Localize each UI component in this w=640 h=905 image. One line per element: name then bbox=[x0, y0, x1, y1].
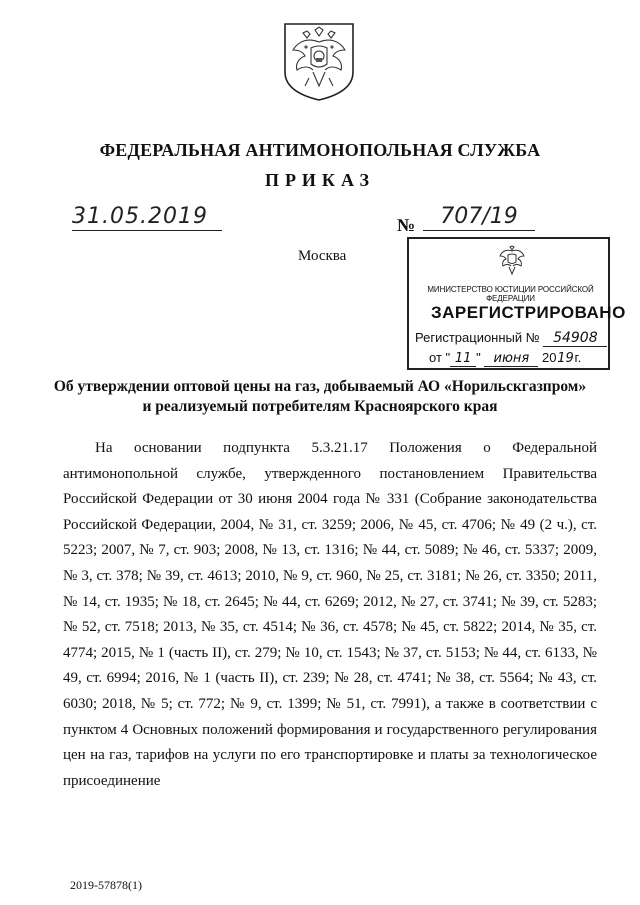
reg-month: июня bbox=[484, 351, 538, 367]
stamp-registration-date: от " 11 " июня 2019г. bbox=[429, 350, 582, 366]
order-date: 31.05.2019 bbox=[72, 204, 222, 231]
order-number: 707/19 bbox=[423, 204, 535, 231]
footer-code: 2019-57878(1) bbox=[70, 878, 142, 892]
title-line-1: Об утверждении оптовой цены на газ, добываемый АО «Норильскгазпром» bbox=[53, 378, 587, 395]
reg-number-label: Регистрационный № bbox=[415, 330, 540, 345]
reg-date-prefix: от bbox=[429, 350, 442, 365]
reg-year-prefix: 20 bbox=[542, 350, 557, 365]
stamp-emblem-icon bbox=[497, 245, 527, 277]
stamp-ministry: МИНИСТЕРСТВО ЮСТИЦИИ РОССИЙСКОЙ ФЕДЕРАЦИИ bbox=[427, 285, 594, 303]
registration-stamp bbox=[407, 237, 626, 370]
city: Москва bbox=[298, 248, 347, 264]
stamp-status: ЗАРЕГИСТРИРОВАНО bbox=[431, 303, 626, 322]
document-body bbox=[63, 436, 597, 794]
reg-day: 11 bbox=[450, 351, 476, 367]
document-type: ПРИКАЗ bbox=[264, 170, 376, 190]
coat-of-arms-emblem bbox=[281, 20, 357, 102]
title-line-2: и реализуемый потребителям Красноярского края bbox=[142, 398, 498, 415]
reg-number-value: 54908 bbox=[543, 330, 607, 347]
stamp-registration-number bbox=[415, 330, 607, 347]
document-title bbox=[0, 377, 640, 417]
reg-year-suffix: 19 bbox=[557, 351, 574, 366]
number-label: № bbox=[397, 215, 416, 235]
agency-name: ФЕДЕРАЛЬНАЯ АНТИМОНОПОЛЬНАЯ СЛУЖБА bbox=[99, 140, 541, 160]
body-paragraph: На основании подпункта 5.3.21.17 Положения о Федеральной антимонопольной службе, утвержденного постановлением Правительства Российской Федерации от 30 июня 2004 года № 331 (Собрание законодательства Российской Федерации, 2004, № 31, ст. 3259; 2006, № 45, ст. 4706; № 49 (2 ч.), ст. 5223; 2007, № 7, ст. 903; 2008, № 13, ст. 1316; № 44, ст. 5089; № 46, ст. 5337; 2009, № 3, ст. 378; № 39, ст. 4613; 2010, № 9, ст. 960, № 25, ст. 3181; № 26, ст. 3350; 2011, № 14, ст. 1935; № 18, ст. 2645; № 44, ст. 6269; 2012, № 27, ст. 3741; № 39, ст. 5283; № 52, ст. 7518; 2013, № 35, ст. 4514; № 36, ст. 4578; № 45, ст. 5822; 2014, № 35, ст. 4774; 2015, № 1 (часть II), ст. 279; № 10, ст. 1543; № 37, ст. 5153; № 44, ст. 6133, № 49, ст. 6994; 2016, № 1 (часть II), ст. 239; № 28, ст. 4741; № 38, ст. 5564; № 43, ст. 6030; 2018, № 5; ст. 772; № 9, ст. 1399; № 51, ст. 7991), а также в соответствии с пунктом 4 Основных положений формирования и государственного регулирования цен на газ, тарифов на услуги по его транспортировке и платы за технологическое присоединение bbox=[63, 440, 597, 789]
